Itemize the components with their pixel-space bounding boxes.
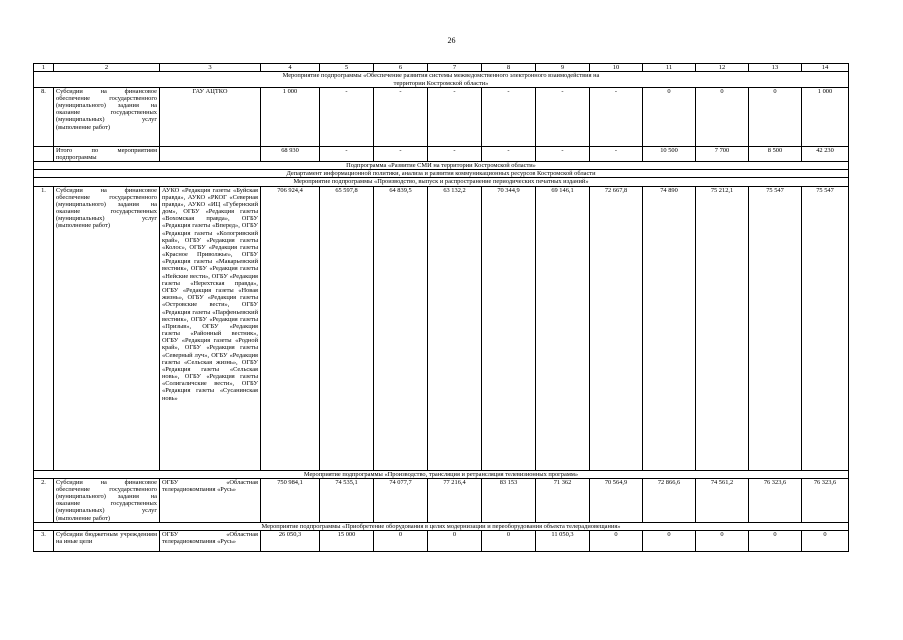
table-cell: 68 930 (261, 146, 320, 161)
section-title: Мероприятие подпрограммы «Приобретение оборудования в целях модернизации и переоборудования объекта телерадиовещания» (34, 522, 849, 530)
table-cell: 65 597,8 (320, 186, 374, 470)
total-row (34, 146, 849, 161)
table-cell: - (428, 146, 482, 161)
section-row (34, 162, 849, 170)
table-cell: 69 146,1 (536, 186, 590, 470)
section-row (34, 72, 849, 87)
table-cell: 72 667,8 (590, 186, 643, 470)
table-cell: 76 323,6 (802, 478, 849, 522)
column-header: 4 (261, 64, 320, 72)
table-cell: - (428, 87, 482, 146)
table-row (34, 87, 849, 146)
table-row (34, 530, 849, 551)
column-header: 1 (34, 64, 54, 72)
section-row (34, 470, 849, 478)
column-header: 9 (536, 64, 590, 72)
table-cell: - (320, 146, 374, 161)
row-executor: ОГБУ «Областная телерадиокомпания «Русь» (160, 478, 261, 522)
row-name: Субсидии на финансовое обеспечение государственного (муниципального) задания на оказание государственных (муниципальных) услуг (выполнение работ) (54, 186, 160, 470)
table-cell: - (482, 146, 536, 161)
table-row (34, 186, 849, 470)
table-cell: 10 500 (643, 146, 696, 161)
column-header: 5 (320, 64, 374, 72)
column-header: 3 (160, 64, 261, 72)
table-cell: 77 216,4 (428, 478, 482, 522)
table-cell: 750 984,1 (261, 478, 320, 522)
table-cell: 74 561,2 (696, 478, 749, 522)
department-title: Департамент информационной политики, анализа и развития коммуникационных ресурсов Костромской области (34, 170, 849, 178)
section-row (34, 522, 849, 530)
section-title: Мероприятие подпрограммы «Производство, выпуск и распространение периодических печатных изданий» (34, 178, 849, 186)
column-header-row (34, 64, 849, 72)
table-cell: 63 132,2 (428, 186, 482, 470)
column-header: 6 (374, 64, 428, 72)
table-cell: 71 362 (536, 478, 590, 522)
table-cell: 7 700 (696, 146, 749, 161)
table-cell: - (536, 87, 590, 146)
row-number (34, 146, 54, 161)
table-cell: 83 153 (482, 478, 536, 522)
table-cell: 0 (643, 530, 696, 551)
column-header: 2 (54, 64, 160, 72)
subprogram-title: Подпрограмма «Развитие СМИ на территории Костромской области» (34, 162, 849, 170)
row-executor: ГАУ АЦТКО (160, 87, 261, 146)
row-name: Субсидии бюджетным учреждениям на иные цели (54, 530, 160, 551)
section-row (34, 178, 849, 186)
column-header: 8 (482, 64, 536, 72)
table-cell: 0 (749, 530, 802, 551)
table-cell: - (374, 146, 428, 161)
table-cell: 0 (749, 87, 802, 146)
table-cell: 74 890 (643, 186, 696, 470)
row-number: 3. (34, 530, 54, 551)
table-cell: 42 230 (802, 146, 849, 161)
column-header: 10 (590, 64, 643, 72)
table-cell: 70 344,9 (482, 186, 536, 470)
row-name: Субсидии на финансовое обеспечение государственного (муниципального) задания на оказание государственных (муниципальных) услуг (выполнение работ) (54, 478, 160, 522)
table-cell: 706 924,4 (261, 186, 320, 470)
table-cell: 70 564,9 (590, 478, 643, 522)
table-cell: 74 535,1 (320, 478, 374, 522)
row-number: 8. (34, 87, 54, 146)
table-cell: 1 000 (261, 87, 320, 146)
row-number: 1. (34, 186, 54, 470)
row-name: Субсидии на финансовое обеспечение государственного (муниципального) задания на оказание государственных (муниципальных) услуг (выполнение работ) (54, 87, 160, 146)
table-cell: 72 866,6 (643, 478, 696, 522)
table-cell: - (536, 146, 590, 161)
column-header: 12 (696, 64, 749, 72)
column-header: 11 (643, 64, 696, 72)
row-executor: ОГБУ «Областная телерадиокомпания «Русь» (160, 530, 261, 551)
table-cell: 0 (696, 87, 749, 146)
row-executor (160, 146, 261, 161)
table-cell: 76 323,6 (749, 478, 802, 522)
table-cell: 0 (802, 530, 849, 551)
table-cell: 1 000 (802, 87, 849, 146)
table-cell: - (590, 87, 643, 146)
table-cell: 0 (643, 87, 696, 146)
section-title: Мероприятие подпрограммы «Производство, трансляция и ретрансляция телевизионных программ» (34, 470, 849, 478)
table-cell: 75 547 (749, 186, 802, 470)
table-cell: 0 (428, 530, 482, 551)
table-cell: 64 839,5 (374, 186, 428, 470)
table-cell: - (320, 87, 374, 146)
section-title: Мероприятие подпрограммы «Обеспечение развития системы межведомственного электронного взаимодействия на территории Костромской области» (34, 72, 849, 87)
page-number: 26 (447, 36, 456, 45)
table-cell: 0 (696, 530, 749, 551)
table-cell: 11 050,3 (536, 530, 590, 551)
table-cell: - (590, 146, 643, 161)
row-executor: АУКО «Редакция газеты «Буйская правда», АУКО «РКОГ «Северная правда», АУКО «ИЦ «Губернский дом», ОГБУ «Редакция газеты «Вохомская правда», ОГБУ «Редакция газеты «Вперед», ОГБУ «Редакция газеты «Кологривский край», ОГБУ «Редакция газеты «Колос», ОГБУ «Редакция газеты «Красное Приволжье», ОГБУ «Редакция газеты «Макарьевский вестник», ОГБУ «Редакция газеты «Нейские вести», ОГБУ «Редакция газеты «Нерехтская правда», ОГБУ «Редакция газеты «Новая жизнь», ОГБУ «Редакция газеты «Островские вести», ОГБУ «Редакция газеты «Парфеньевский вестник», ОГБУ «Редакция газеты «Призыв», ОГБУ «Редакция газеты «Районный вестник», ОГБУ «Редакция газеты «Родной край», ОГБУ «Редакция газеты «Северный луч», ОГБУ «Редакция газеты «Сельская жизнь», ОГБУ «Редакция газеты «Сельская новь», ОГБУ «Редакция газеты «Солигаличские вести», ОГБУ «Редакция газеты «Сусанинская новь» (160, 186, 261, 470)
table-cell: 8 500 (749, 146, 802, 161)
table-row (34, 478, 849, 522)
table-cell: - (374, 87, 428, 146)
row-name: Итого по мероприятиям подпрограммы (54, 146, 160, 161)
table-cell: 74 077,7 (374, 478, 428, 522)
table-cell: 26 050,3 (261, 530, 320, 551)
column-header: 7 (428, 64, 482, 72)
table-cell: 0 (482, 530, 536, 551)
row-number: 2. (34, 478, 54, 522)
table-cell: 0 (374, 530, 428, 551)
table-cell: 0 (590, 530, 643, 551)
table-cell: 75 547 (802, 186, 849, 470)
section-row (34, 170, 849, 178)
table-cell: - (482, 87, 536, 146)
column-header: 14 (802, 64, 849, 72)
column-header: 13 (749, 64, 802, 72)
table-cell: 15 000 (320, 530, 374, 551)
budget-table (33, 63, 849, 552)
table-cell: 75 212,1 (696, 186, 749, 470)
